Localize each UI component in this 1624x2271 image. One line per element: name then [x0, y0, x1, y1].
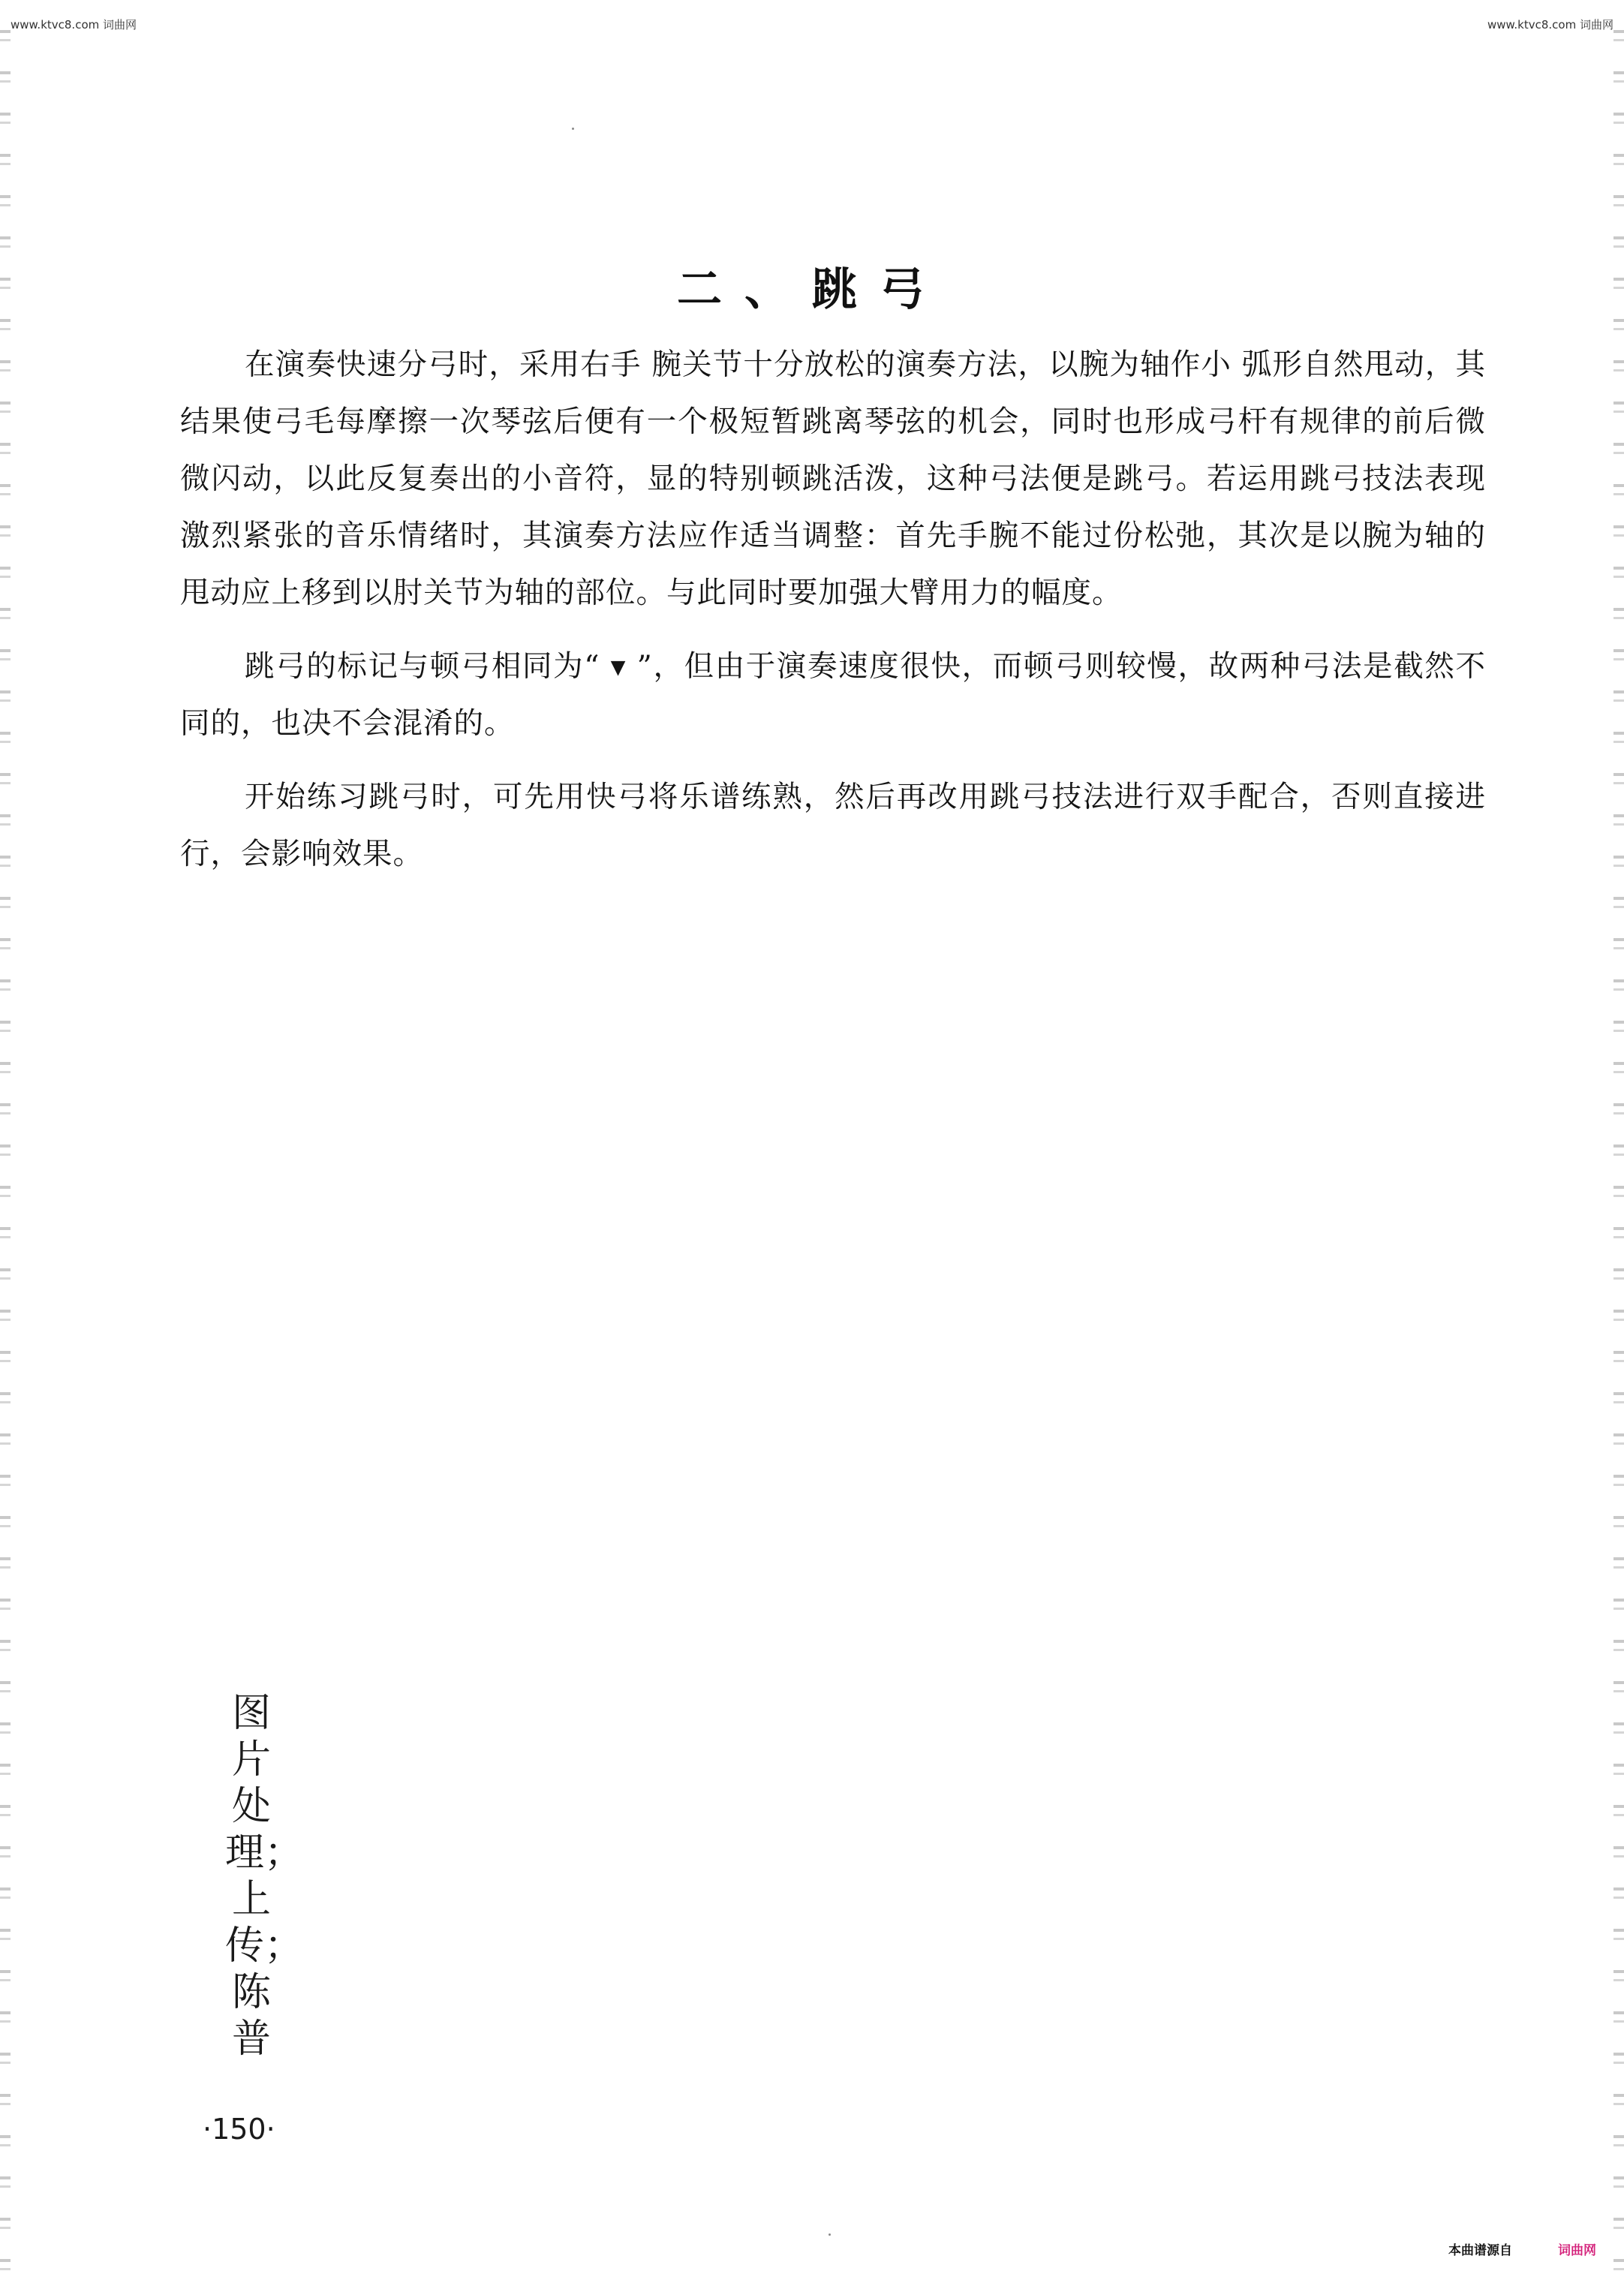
page-number: ·150· — [203, 2113, 275, 2146]
footer-source-label: 本曲谱源自 — [1448, 2243, 1512, 2258]
section-title: 二、跳弓 — [677, 263, 947, 316]
scan-speck — [572, 128, 574, 130]
paragraph-1: 在演奏快速分弓时，采用右手 腕关节十分放松的演奏方法，以腕为轴作小 弧形自然甩动，其结果使弓毛每摩擦一次琴弦后便有一个极短暂跳离琴弦的机会，同时也形成弓杆有规律的前后微微闪动，以此反复奏出的小音符，显的特别顿跳活泼，这种弓法便是跳弓。若运用跳弓技法表现激烈紧张的音乐情绪时，其演奏方法应作适当调整：首先手腕不能过份松弛，其次是以腕为轴的甩动应上移到以肘关节为轴的部位。与此同时要加强大臂用力的幅度。 — [180, 347, 1486, 610]
vertical-credit-note: 图片处理；上传；陈普 — [225, 1691, 304, 2062]
body-text — [180, 336, 1486, 899]
left-edge-strip — [0, 0, 11, 2271]
paragraph-2: 跳弓的标记与顿弓相同为“ ▾ ”，但由于演奏速度很快，而顿弓则较慢，故两种弓法是截然不同的，也决不会混淆的。 — [180, 649, 1486, 741]
header-watermark-right: www.ktvc8.com 词曲网 — [1487, 18, 1613, 32]
paragraph-3: 开始练习跳弓时，可先用快弓将乐谱练熟，然后再改用跳弓技法进行双手配合，否则直接进行，会影响效果。 — [180, 780, 1486, 871]
scan-speck — [829, 2233, 831, 2236]
header-watermark-left: www.ktvc8.com 词曲网 — [11, 18, 137, 32]
footer-site-logo: 词曲网 — [1558, 2243, 1596, 2258]
right-edge-strip — [1613, 0, 1624, 2271]
